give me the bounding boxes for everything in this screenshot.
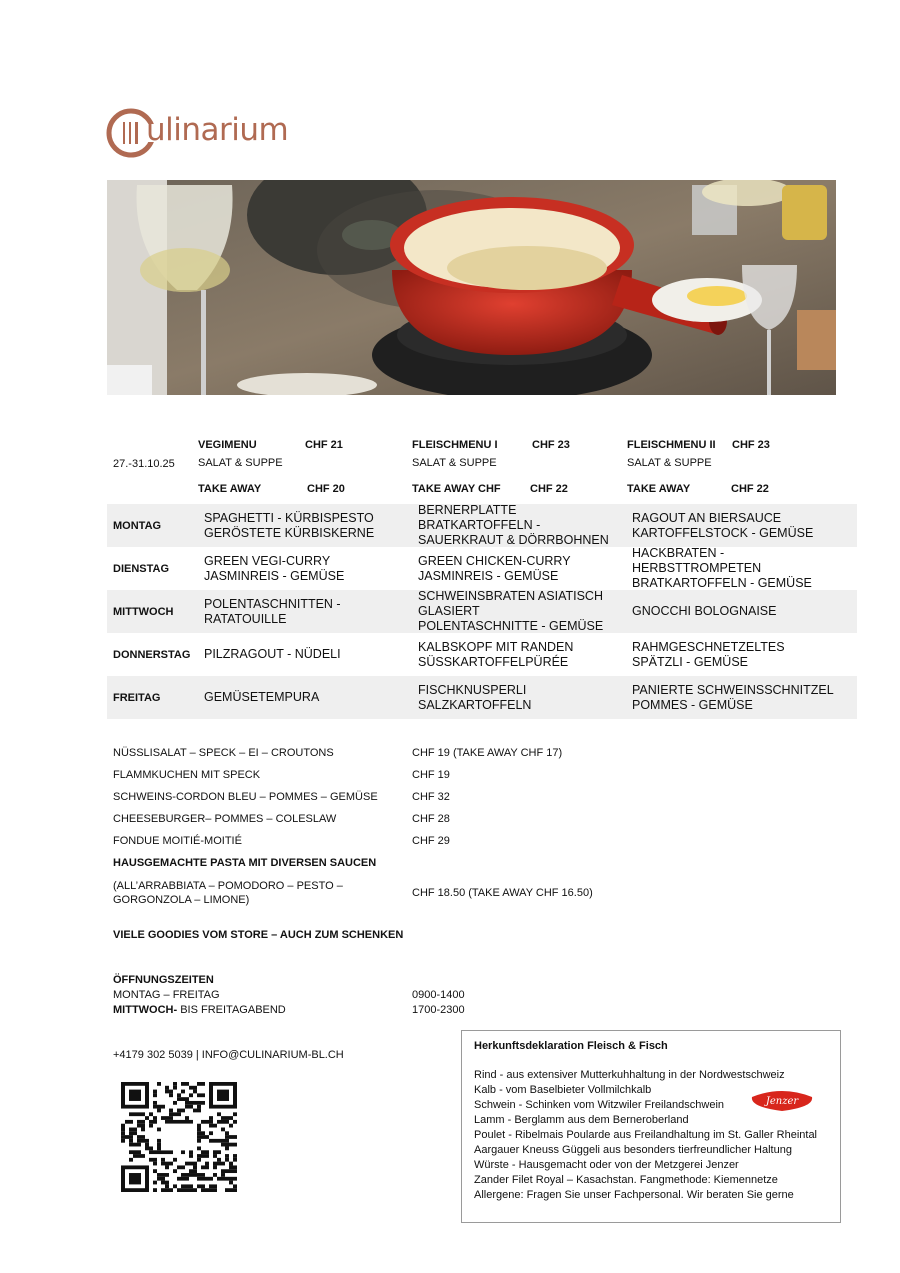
extra-item [113,874,813,912]
col1-takeaway-price: CHF 20 [307,483,345,495]
dish-line: PILZRAGOUT - NÜDELI [204,647,341,661]
dish-menu-2 [418,589,632,634]
extra-name: CHEESEBURGER– POMMES – COLESLAW [113,813,337,825]
col2-price: CHF 23 [532,439,570,451]
dish-menu-3 [632,640,846,670]
dish-menu-2 [418,683,632,713]
col3-name: FLEISCHMENU II [627,439,716,451]
dish-menu-1 [204,597,418,627]
dish-line: SPÄTZLI - GEMÜSE [632,654,748,669]
extra-price: CHF 32 [412,791,450,803]
day-label: MONTAG [113,519,162,532]
dish-line: JASMINREIS - GEMÜSE [418,568,559,583]
extra-name: FLAMMKUCHEN MIT SPECK [113,769,261,781]
day-row-freitag [107,676,857,719]
dish-line: GNOCCHI BOLOGNAISE [632,604,777,618]
origin-line: Aargauer Kneuss Güggeli aus besonders tierfreundlicher Haltung [474,1144,792,1156]
col1-price: CHF 21 [305,439,343,451]
col3-takeaway-price: CHF 22 [731,483,769,495]
origin-declaration [461,1030,841,1223]
weekly-menu [107,432,857,719]
extra-item [113,830,813,852]
extra-price: CHF 19 [412,769,450,781]
col1-name: VEGIMENU [198,439,257,451]
extra-item [113,742,813,764]
origin-title: Herkunftsdeklaration Fleisch & Fisch [474,1040,668,1052]
origin-line: Poulet - Ribelmais Poularde aus Freilandhaltung im St. Galler Rheintal [474,1129,818,1141]
dish-line: FISCHKNUSPERLI [418,682,527,697]
menu-header [107,432,857,504]
dish-line: SCHWEINSBRATEN ASIATISCH [418,589,603,603]
dish-line: RAGOUT AN BIERSAUCE [632,510,782,525]
fondue-photo [107,180,836,395]
dish-line: GREEN VEGI-CURRY [204,553,331,568]
dish-menu-3 [632,511,846,541]
dish-line: GERÖSTETE KÜRBISKERNE [204,525,375,540]
extra-price: CHF 18.50 (TAKE AWAY CHF 16.50) [412,887,593,899]
dish-line: KALBSKOPF MIT RANDEN [418,639,574,654]
hours-evening-time: 1700-2300 [412,1004,465,1016]
extra-name: (ALL’ARRABBIATA – POMODORO – PESTO – GORGONZOLA – LIMONE) [113,880,343,906]
origin-line: Zander Filet Royal – Kasachstan. Fangmethode: Kiemennetze [474,1174,778,1186]
dish-line: SPAGHETTI - KÜRBISPESTO [204,510,374,525]
extra-price: CHF 29 [412,835,450,847]
dish-menu-3 [632,683,846,713]
dish-line: SÜSSKARTOFFELPÜRÉE [418,654,569,669]
day-label: DONNERSTAG [113,648,191,661]
dish-line: JASMINREIS - GEMÜSE [204,568,345,583]
dish-menu-3 [632,604,846,619]
hours-title: ÖFFNUNGSZEITEN [113,974,214,986]
col3-takeaway-label: TAKE AWAY [627,483,691,495]
origin-line: Allergene: Fragen Sie unser Fachpersonal. Wir beraten Sie gerne [474,1189,794,1201]
col1-starter: SALAT & SUPPE [198,457,283,469]
origin-line: Lamm - Berglamm aus dem Berneroberland [474,1114,689,1126]
col3-starter: SALAT & SUPPE [627,457,712,469]
dish-menu-2 [418,503,632,548]
dish-line: POLENTASCHNITTEN - [204,596,341,611]
dish-line: GREEN CHICKEN-CURRY [418,553,571,568]
dish-line: SALZKARTOFFELN [418,697,532,712]
jenzer-logo-text: Jenzer [765,1096,799,1107]
origin-line: Rind - aus extensiver Mutterkuhhaltung in der Nordwestschweiz [474,1069,785,1081]
dish-line: GLASIERT [418,604,480,618]
extra-item [113,786,813,808]
extra-item [113,764,813,786]
extra-name: NÜSSLISALAT – SPECK – EI – CROUTONS [113,747,334,759]
col1-takeaway-label: TAKE AWAY [198,483,262,495]
hours-evening-label: MITTWOCH- [113,1004,178,1016]
opening-hours [113,973,465,1018]
dish-menu-1 [204,647,418,662]
day-row-montag [107,504,857,547]
col2-name: FLEISCHMENU I [412,439,498,451]
col2-takeaway-label: TAKE AWAY CHF [412,483,501,495]
dish-menu-1 [204,554,418,584]
hours-weekday-time: 0900-1400 [412,989,465,1001]
day-row-donnerstag [107,633,857,676]
extra-price: CHF 19 (TAKE AWAY CHF 17) [412,747,563,759]
jenzer-logo [750,1087,814,1113]
dish-line: BRATKARTOFFELN - [418,518,541,532]
contact-info[interactable]: +4179 302 5039 | INFO@CULINARIUM-BL.CH [113,1049,344,1061]
dish-line: RAHMGESCHNETZELTES [632,639,785,654]
day-label: MITTWOCH [113,605,174,618]
dish-line: BERNERPLATTE [418,503,517,517]
origin-line: Schwein - Schinken vom Witzwiler Freilandschwein [474,1099,725,1111]
extra-item [113,852,813,874]
dish-line: PANIERTE SCHWEINSSCHNITZEL [632,682,834,697]
dish-line: POMMES - GEMÜSE [632,697,753,712]
origin-line: Würste - Hausgemacht oder von der Metzgerei Jenzer [474,1159,739,1171]
date-range: 27.-31.10.25 [113,458,175,470]
dish-menu-3 [632,546,846,591]
dish-menu-1 [204,690,418,705]
day-label: FREITAG [113,691,161,704]
dish-line: GEMÜSETEMPURA [204,690,320,704]
dish-menu-2 [418,554,632,584]
extra-name: FONDUE MOITIÉ-MOITIÉ [113,835,242,847]
dish-line: POLENTASCHNITTE - GEMÜSE [418,619,604,633]
day-row-mittwoch [107,590,857,633]
hours-evening-rest: BIS FREITAGABEND [177,1004,286,1016]
extra-name: HAUSGEMACHTE PASTA MIT DIVERSEN SAUCEN [113,857,377,869]
day-row-dienstag [107,547,857,590]
dish-line: HACKBRATEN - HERBSTTROMPETEN [632,546,762,575]
logo-text: ulinarium [146,112,289,148]
day-label: DIENSTAG [113,562,170,575]
dish-menu-1 [204,511,418,541]
col2-starter: SALAT & SUPPE [412,457,497,469]
dish-line: BRATKARTOFFELN - GEMÜSE [632,576,812,590]
dish-line: KARTOFFELSTOCK - GEMÜSE [632,525,814,540]
dish-menu-2 [418,640,632,670]
extras-list [113,742,813,912]
goodies-note: VIELE GOODIES VOM STORE – AUCH ZUM SCHENKEN [113,929,404,941]
col3-price: CHF 23 [732,439,770,451]
dish-line: RATATOUILLE [204,611,287,626]
dish-line: SAUERKRAUT & DÖRRBOHNEN [418,533,609,547]
extra-item [113,808,813,830]
extra-name: SCHWEINS-CORDON BLEU – POMMES – GEMÜSE [113,791,378,803]
hours-weekday-label: MONTAG – FREITAG [113,989,220,1001]
extra-price: CHF 28 [412,813,450,825]
origin-line: Kalb - vom Baselbieter Vollmilchkalb [474,1084,652,1096]
culinarium-logo [106,106,306,162]
day-rows [107,504,857,719]
col2-takeaway-price: CHF 22 [530,483,568,495]
qr-code[interactable] [121,1082,237,1192]
